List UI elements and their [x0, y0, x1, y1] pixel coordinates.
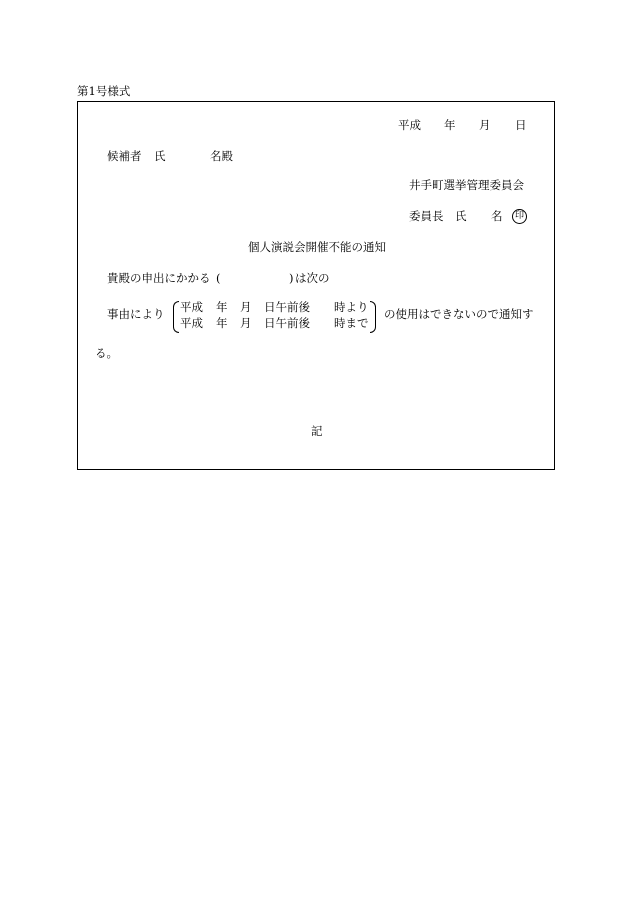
body-line2-prefix: 事由により	[107, 307, 165, 321]
period-end: 時まで	[334, 316, 369, 330]
date-month: 月	[479, 118, 491, 132]
addressee-title: 候補者	[107, 149, 142, 163]
period-year: 年	[216, 316, 228, 330]
issuer-organization: 井手町選挙管理委員会	[409, 178, 524, 192]
form-frame	[77, 101, 555, 470]
left-bracket	[173, 301, 179, 333]
issuer-mei: 名	[491, 209, 503, 223]
period-month: 月	[240, 316, 252, 330]
body-line2-suffix: の使用はできないので通知す	[384, 307, 534, 321]
period-year: 年	[216, 300, 228, 314]
issuer-shi: 氏	[455, 209, 467, 223]
addressee-mei-dono: 名殿	[210, 149, 233, 163]
period-era: 平成	[180, 316, 203, 330]
issuer-position: 委員長	[409, 209, 444, 223]
close-paren: )	[289, 271, 294, 285]
period-end: 時より	[334, 300, 369, 314]
ki-heading: 記	[311, 424, 323, 438]
body-line-3: る。	[95, 346, 118, 360]
period-day: 日午前後	[264, 300, 310, 314]
document-title: 個人演説会開催不能の通知	[248, 240, 386, 254]
date-day: 日	[515, 118, 527, 132]
date-era: 平成	[398, 118, 421, 132]
body-line1-suffix: は次の	[295, 271, 330, 285]
seal-mark: 印	[512, 209, 527, 224]
form-number: 第1号様式	[77, 84, 131, 98]
period-era: 平成	[180, 300, 203, 314]
period-month: 月	[240, 300, 252, 314]
addressee-shi: 氏	[154, 149, 166, 163]
body-line1-prefix: 貴殿の申出にかかる	[107, 271, 211, 285]
period-day: 日午前後	[264, 316, 310, 330]
right-bracket	[370, 301, 376, 333]
open-paren: (	[216, 271, 221, 285]
date-year: 年	[444, 118, 456, 132]
